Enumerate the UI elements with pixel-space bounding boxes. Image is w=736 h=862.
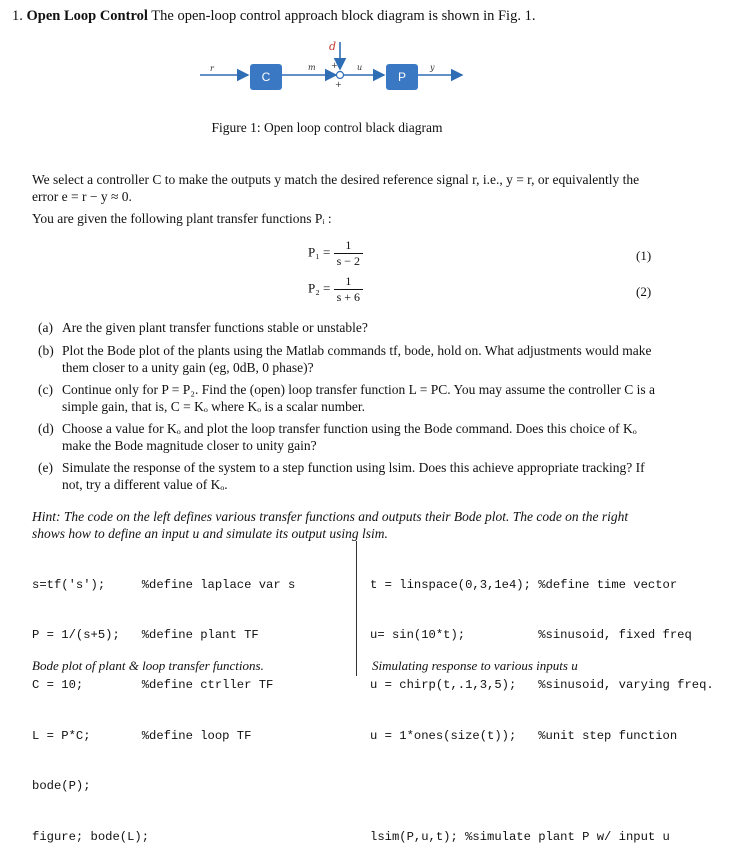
problem-intro: The open-loop control approach block diagram is shown in Fig. 1.: [151, 8, 536, 24]
code-left-line: figure; bode(L);: [32, 829, 150, 844]
equation-2-denominator: s + 6: [336, 290, 361, 304]
caption-right: Simulating response to various inputs u: [372, 658, 578, 673]
label-m: m: [308, 63, 316, 72]
code-right-line: u = chirp(t,.1,3,5); %sinusoid, varying freq.: [370, 678, 714, 693]
block-c-label: C: [261, 70, 271, 84]
question-c-label: (c): [38, 382, 53, 397]
hint-text: Hint: The code on the left defines various transfer functions and outputs their Bode plot. The code on the right shows how to define an input u and simulate its output using lsim.: [32, 509, 629, 541]
label-plus-bottom: +: [335, 80, 342, 89]
question-a-label: (a): [38, 320, 53, 335]
code-right: [370, 543, 714, 862]
problem-heading: Open Loop Control: [26, 8, 148, 24]
paragraph-intro: We select a controller C to make the outputs y match the desired reference signal r, i.e., y = r, or equivalently the error e = r − y ≈ 0.: [32, 172, 640, 204]
code-right-line: u = 1*ones(size(t)); %unit step function: [370, 728, 678, 743]
code-left-line: s=tf('s'); %define laplace var s: [32, 577, 296, 592]
equation-1: [308, 238, 363, 269]
equation-2-number: (2): [636, 284, 652, 299]
question-a: [38, 319, 658, 336]
question-b: [38, 342, 658, 376]
question-d-text: Choose a value for Kₒ and plot the loop transfer function using the Bode command. Does this choice of Kₒ make the Bode magnitude closer to unity gain?: [62, 421, 637, 453]
label-plus-top: +: [331, 61, 338, 70]
code-left-line: L = P*C; %define loop TF: [32, 728, 252, 743]
code-left-line: C = 10; %define ctrller TF: [32, 678, 274, 693]
column-divider: [356, 541, 357, 676]
caption-left: Bode plot of plant & loop transfer functions.: [32, 658, 264, 673]
code-right-line: lsim(P,u,t); %simulate plant P w/ input u: [370, 829, 670, 844]
equation-1-fraction: [334, 238, 363, 269]
equation-1-denominator: s − 2: [336, 254, 361, 268]
question-c: [38, 381, 658, 415]
label-r: r: [210, 64, 214, 73]
code-right-line: u= sin(10*t); %sinusoid, fixed freq: [370, 627, 692, 642]
question-b-label: (b): [38, 343, 54, 358]
block-diagram: [190, 36, 480, 100]
code-left: [32, 543, 295, 862]
paragraph-given: You are given the following plant transfer functions Pᵢ :: [32, 211, 332, 226]
question-d: [38, 420, 658, 454]
equation-1-lhs: P₁ =: [308, 244, 331, 260]
code-left-line: P = 1/(s+5); %define plant TF: [32, 627, 259, 642]
block-p-label: P: [397, 70, 407, 84]
problem-title: [12, 8, 535, 25]
equation-2-fraction: [334, 274, 363, 305]
label-y: y: [430, 63, 435, 72]
equation-1-numerator: 1: [334, 238, 363, 254]
label-u: u: [357, 63, 363, 72]
question-c-text: Continue only for P = P₂. Find the (open) loop transfer function L = PC. You may assume the controller C is a simple gain, that is, C = Kₒ where Kₒ is a scalar number.: [62, 382, 655, 414]
summing-junction: [337, 72, 344, 79]
equation-2-numerator: 1: [334, 274, 363, 290]
question-b-text: Plot the Bode plot of the plants using the Matlab commands tf, bode, hold on. What adjustments would make them closer to a unity gain (eg, 0dB, 0 phase)?: [62, 343, 652, 375]
code-right-line: [370, 778, 714, 795]
problem-number: 1.: [12, 8, 23, 24]
equation-1-number: (1): [636, 248, 652, 263]
question-a-text: Are the given plant transfer functions stable or unstable?: [62, 320, 368, 335]
equation-2: [308, 274, 363, 305]
question-e-label: (e): [38, 460, 53, 475]
figure-caption: Figure 1: Open loop control black diagram: [211, 120, 443, 135]
code-right-line: t = linspace(0,3,1e4); %define time vector: [370, 577, 678, 592]
question-e: [38, 459, 658, 493]
question-d-label: (d): [38, 421, 54, 436]
label-d: d: [329, 40, 337, 53]
question-e-text: Simulate the response of the system to a step function using lsim. Does this achieve appropriate tracking? If not, try a different value of Kₒ.: [62, 460, 645, 492]
equation-2-lhs: P₂ =: [308, 280, 331, 296]
code-left-line: bode(P);: [32, 779, 91, 794]
